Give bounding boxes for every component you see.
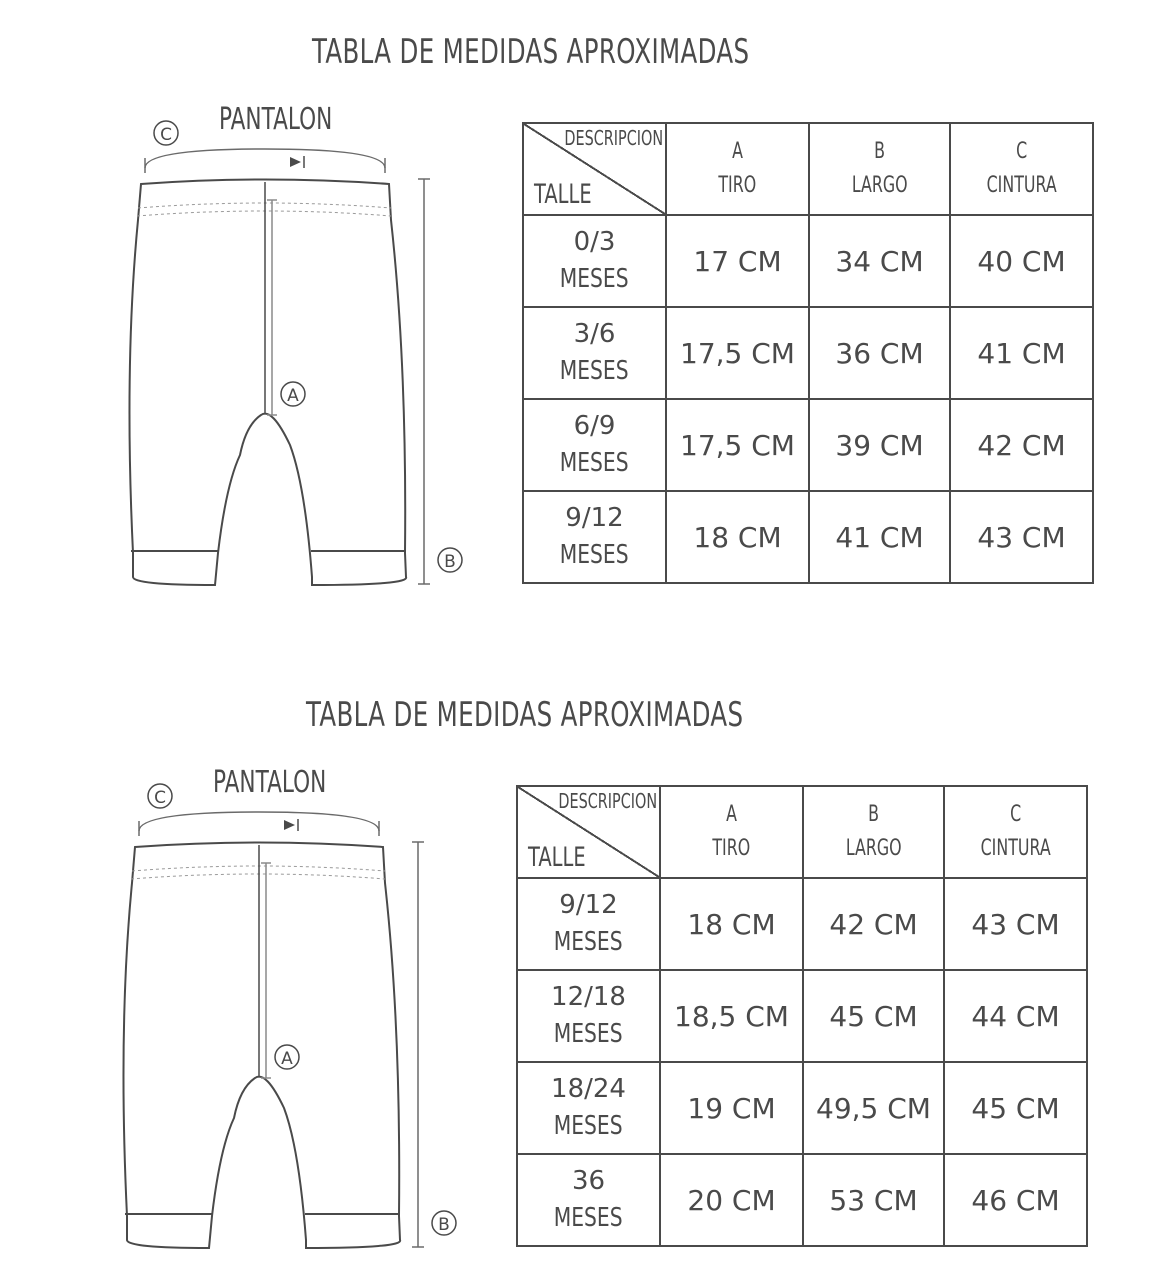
garment-label: PANTALON [219,102,333,137]
size-label: 12/18 MESES [517,970,660,1062]
waist-arrow-icon [284,820,295,830]
waist-measure-line [145,149,385,168]
marker-c-label: C [154,788,166,808]
pants-diagram [100,105,490,605]
size-label: 3/6 MESES [523,307,666,399]
size-label: 0/3 MESES [523,215,666,307]
value-cintura: 43 CM [950,491,1093,583]
value-tiro: 18,5 CM [660,970,803,1062]
marker-a-label: A [287,386,299,406]
corner-cell [523,123,666,215]
value-tiro: 17,5 CM [666,307,809,399]
value-cintura: 42 CM [950,399,1093,491]
table-row [523,491,1093,583]
value-cintura: 45 CM [944,1062,1087,1154]
waist-measure-line [139,812,379,831]
table-row [517,1154,1087,1246]
section-title: TABLA DE MEDIDAS APROXIMADAS [306,695,744,735]
size-table [522,122,1094,584]
value-tiro: 18 CM [660,878,803,970]
value-cintura: 41 CM [950,307,1093,399]
size-label: 9/12 MESES [523,491,666,583]
waist-arrow-icon [290,157,301,167]
size-chart-section-1 [0,0,1170,620]
table-row [523,215,1093,307]
column-header-tiro: A TIRO [660,786,803,878]
size-label: 36 MESES [517,1154,660,1246]
size-label: 9/12 MESES [517,878,660,970]
corner-cell [517,786,660,878]
value-largo: 34 CM [809,215,950,307]
value-largo: 41 CM [809,491,950,583]
corner-size-label: TALLE [528,842,586,873]
marker-c-label: C [160,125,172,145]
pants-outline [123,843,400,1249]
corner-description-label: DESCRIPCION [564,126,663,150]
garment-label: PANTALON [213,765,327,800]
marker-a-label: A [281,1049,293,1069]
marker-b-label: B [438,1215,450,1235]
size-label: 18/24 MESES [517,1062,660,1154]
column-header-cintura: C CINTURA [944,786,1087,878]
table-header-row [523,123,1093,215]
table-header-row [517,786,1087,878]
value-tiro: 17 CM [666,215,809,307]
section-title: TABLA DE MEDIDAS APROXIMADAS [312,32,750,72]
size-label: 6/9 MESES [523,399,666,491]
column-header-largo: B LARGO [809,123,950,215]
value-largo: 53 CM [803,1154,944,1246]
value-cintura: 44 CM [944,970,1087,1062]
value-cintura: 46 CM [944,1154,1087,1246]
column-header-tiro: A TIRO [666,123,809,215]
value-tiro: 17,5 CM [666,399,809,491]
table-row [517,970,1087,1062]
size-table [516,785,1088,1247]
table-row [523,307,1093,399]
column-header-cintura: C CINTURA [950,123,1093,215]
value-tiro: 19 CM [660,1062,803,1154]
pants-outline [129,180,406,586]
value-cintura: 43 CM [944,878,1087,970]
value-largo: 42 CM [803,878,944,970]
table-row [517,1062,1087,1154]
table-row [523,399,1093,491]
corner-size-label: TALLE [534,179,592,210]
value-largo: 45 CM [803,970,944,1062]
corner-description-label: DESCRIPCION [558,789,657,813]
value-tiro: 18 CM [666,491,809,583]
value-cintura: 40 CM [950,215,1093,307]
table-row [517,878,1087,970]
value-largo: 36 CM [809,307,950,399]
value-tiro: 20 CM [660,1154,803,1246]
pants-diagram [94,768,484,1268]
column-header-largo: B LARGO [803,786,944,878]
marker-b-label: B [444,552,456,572]
value-largo: 49,5 CM [803,1062,944,1154]
value-largo: 39 CM [809,399,950,491]
size-chart-section-2 [0,662,1170,1282]
